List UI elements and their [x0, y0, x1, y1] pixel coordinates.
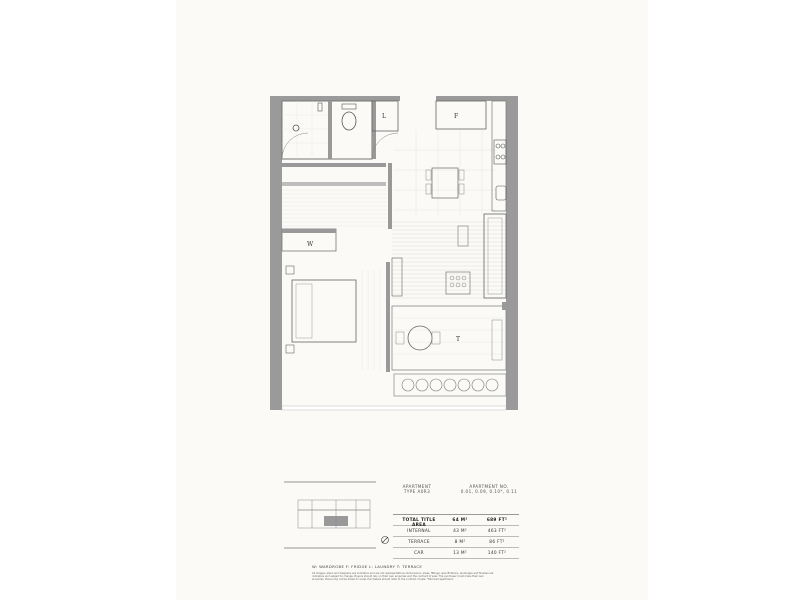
apartment-info: [283, 476, 523, 556]
bedroom-north-wall: [282, 163, 386, 167]
area-sqft: 86 FT²: [489, 540, 505, 545]
sink-icon: [496, 186, 506, 200]
west-wall: [270, 96, 282, 410]
bathroom-tiles: [282, 101, 328, 159]
sofa-cushion: [488, 218, 502, 294]
toilet-icon: [342, 112, 356, 130]
apartment-number: APARTMENT NO. 0.01, 0.09, 0.10*, 0.11: [460, 484, 518, 495]
area-sqm: 64 M²: [452, 518, 468, 523]
area-sqm: 13 M²: [453, 551, 467, 556]
table-row: [393, 548, 519, 559]
wardrobe-label: W: [307, 241, 314, 248]
area-label: CAR: [414, 551, 424, 556]
planter-plants: [402, 379, 498, 391]
tv-unit: [392, 258, 402, 296]
living-floorboards: [392, 222, 506, 298]
area-table: [393, 514, 519, 559]
area-label: INTERNAL: [407, 529, 431, 534]
area-label: TERRACE: [408, 540, 430, 545]
table-row: [393, 526, 519, 537]
wardrobe-shelf: [282, 229, 336, 233]
bedroom-shelf: [282, 182, 386, 186]
kitchen-tiles: [394, 130, 496, 215]
bedroom-floor-lines: [362, 270, 380, 370]
area-sqft: 463 FT²: [487, 529, 507, 534]
legend: W: WARDROBE F: FRIDGE L: LAUNDRY T: TERRACE: [312, 564, 423, 569]
dining-chair: [426, 184, 431, 194]
disclaimer: All images, plans and diagrams are indicative and are not representations. Dimensions, areas, fittings, specifications, landscape and finishes are indicative and subject to change. Buyers should rely on their own enquiries and the contract of sale. The purchaser must make their own enquiries. Plans may not be drawn to scale. Purchasers should refer to the contract of sale. *Mirrored apartment.: [312, 572, 494, 582]
area-sqm: 43 M²: [453, 529, 467, 534]
planter-box: [394, 374, 506, 396]
bedroom-floorboards: [282, 190, 386, 226]
side-table: [458, 226, 468, 246]
dining-chair: [459, 170, 464, 180]
cooktop-icon: [494, 140, 506, 164]
bathroom-partition: [328, 101, 332, 159]
bathroom-east-wall: [372, 101, 376, 159]
north-wall-right: [436, 96, 518, 101]
dining-chair: [459, 184, 464, 194]
table-row: [393, 514, 519, 526]
area-sqft: 689 FT²: [486, 518, 508, 523]
bed-pillows: [296, 284, 312, 338]
north-wall-left: [270, 96, 400, 101]
terrace-deck: [392, 318, 506, 354]
apartment-type: APARTMENT TYPE A0R3: [402, 484, 432, 495]
table-row: [393, 537, 519, 548]
terrace-chair: [432, 332, 440, 344]
bathroom-door-swing: [282, 133, 308, 159]
area-sqft: 140 FT²: [487, 551, 507, 556]
terrace-label: T: [456, 336, 461, 343]
toilet-cistern-icon: [342, 104, 356, 109]
bedroom-east-wall: [386, 262, 390, 372]
fridge-label: F: [454, 113, 459, 120]
terrace: [392, 306, 506, 370]
shower-drain-icon: [293, 125, 299, 131]
dining-table: [432, 168, 458, 198]
bedside-table: [286, 266, 294, 274]
bedroom-east-wall-top: [388, 163, 392, 229]
dining-chair: [426, 170, 431, 180]
fridge: [436, 101, 486, 129]
terrace-column: [502, 302, 508, 310]
terrace-chair: [396, 332, 404, 344]
bathroom: [282, 101, 372, 159]
east-wall: [506, 96, 518, 410]
area-sqm: 8 M²: [454, 540, 466, 545]
laundry-label: L: [382, 113, 386, 120]
sofa: [484, 214, 506, 298]
ottoman-pattern: [450, 276, 466, 287]
bedside-table: [286, 345, 294, 353]
shower-tap-icon: [318, 103, 322, 111]
bed: [292, 280, 356, 342]
terrace-table-icon: [408, 326, 432, 350]
south-edge: [282, 406, 506, 410]
area-label: TOTAL TITLE AREA: [402, 518, 436, 528]
